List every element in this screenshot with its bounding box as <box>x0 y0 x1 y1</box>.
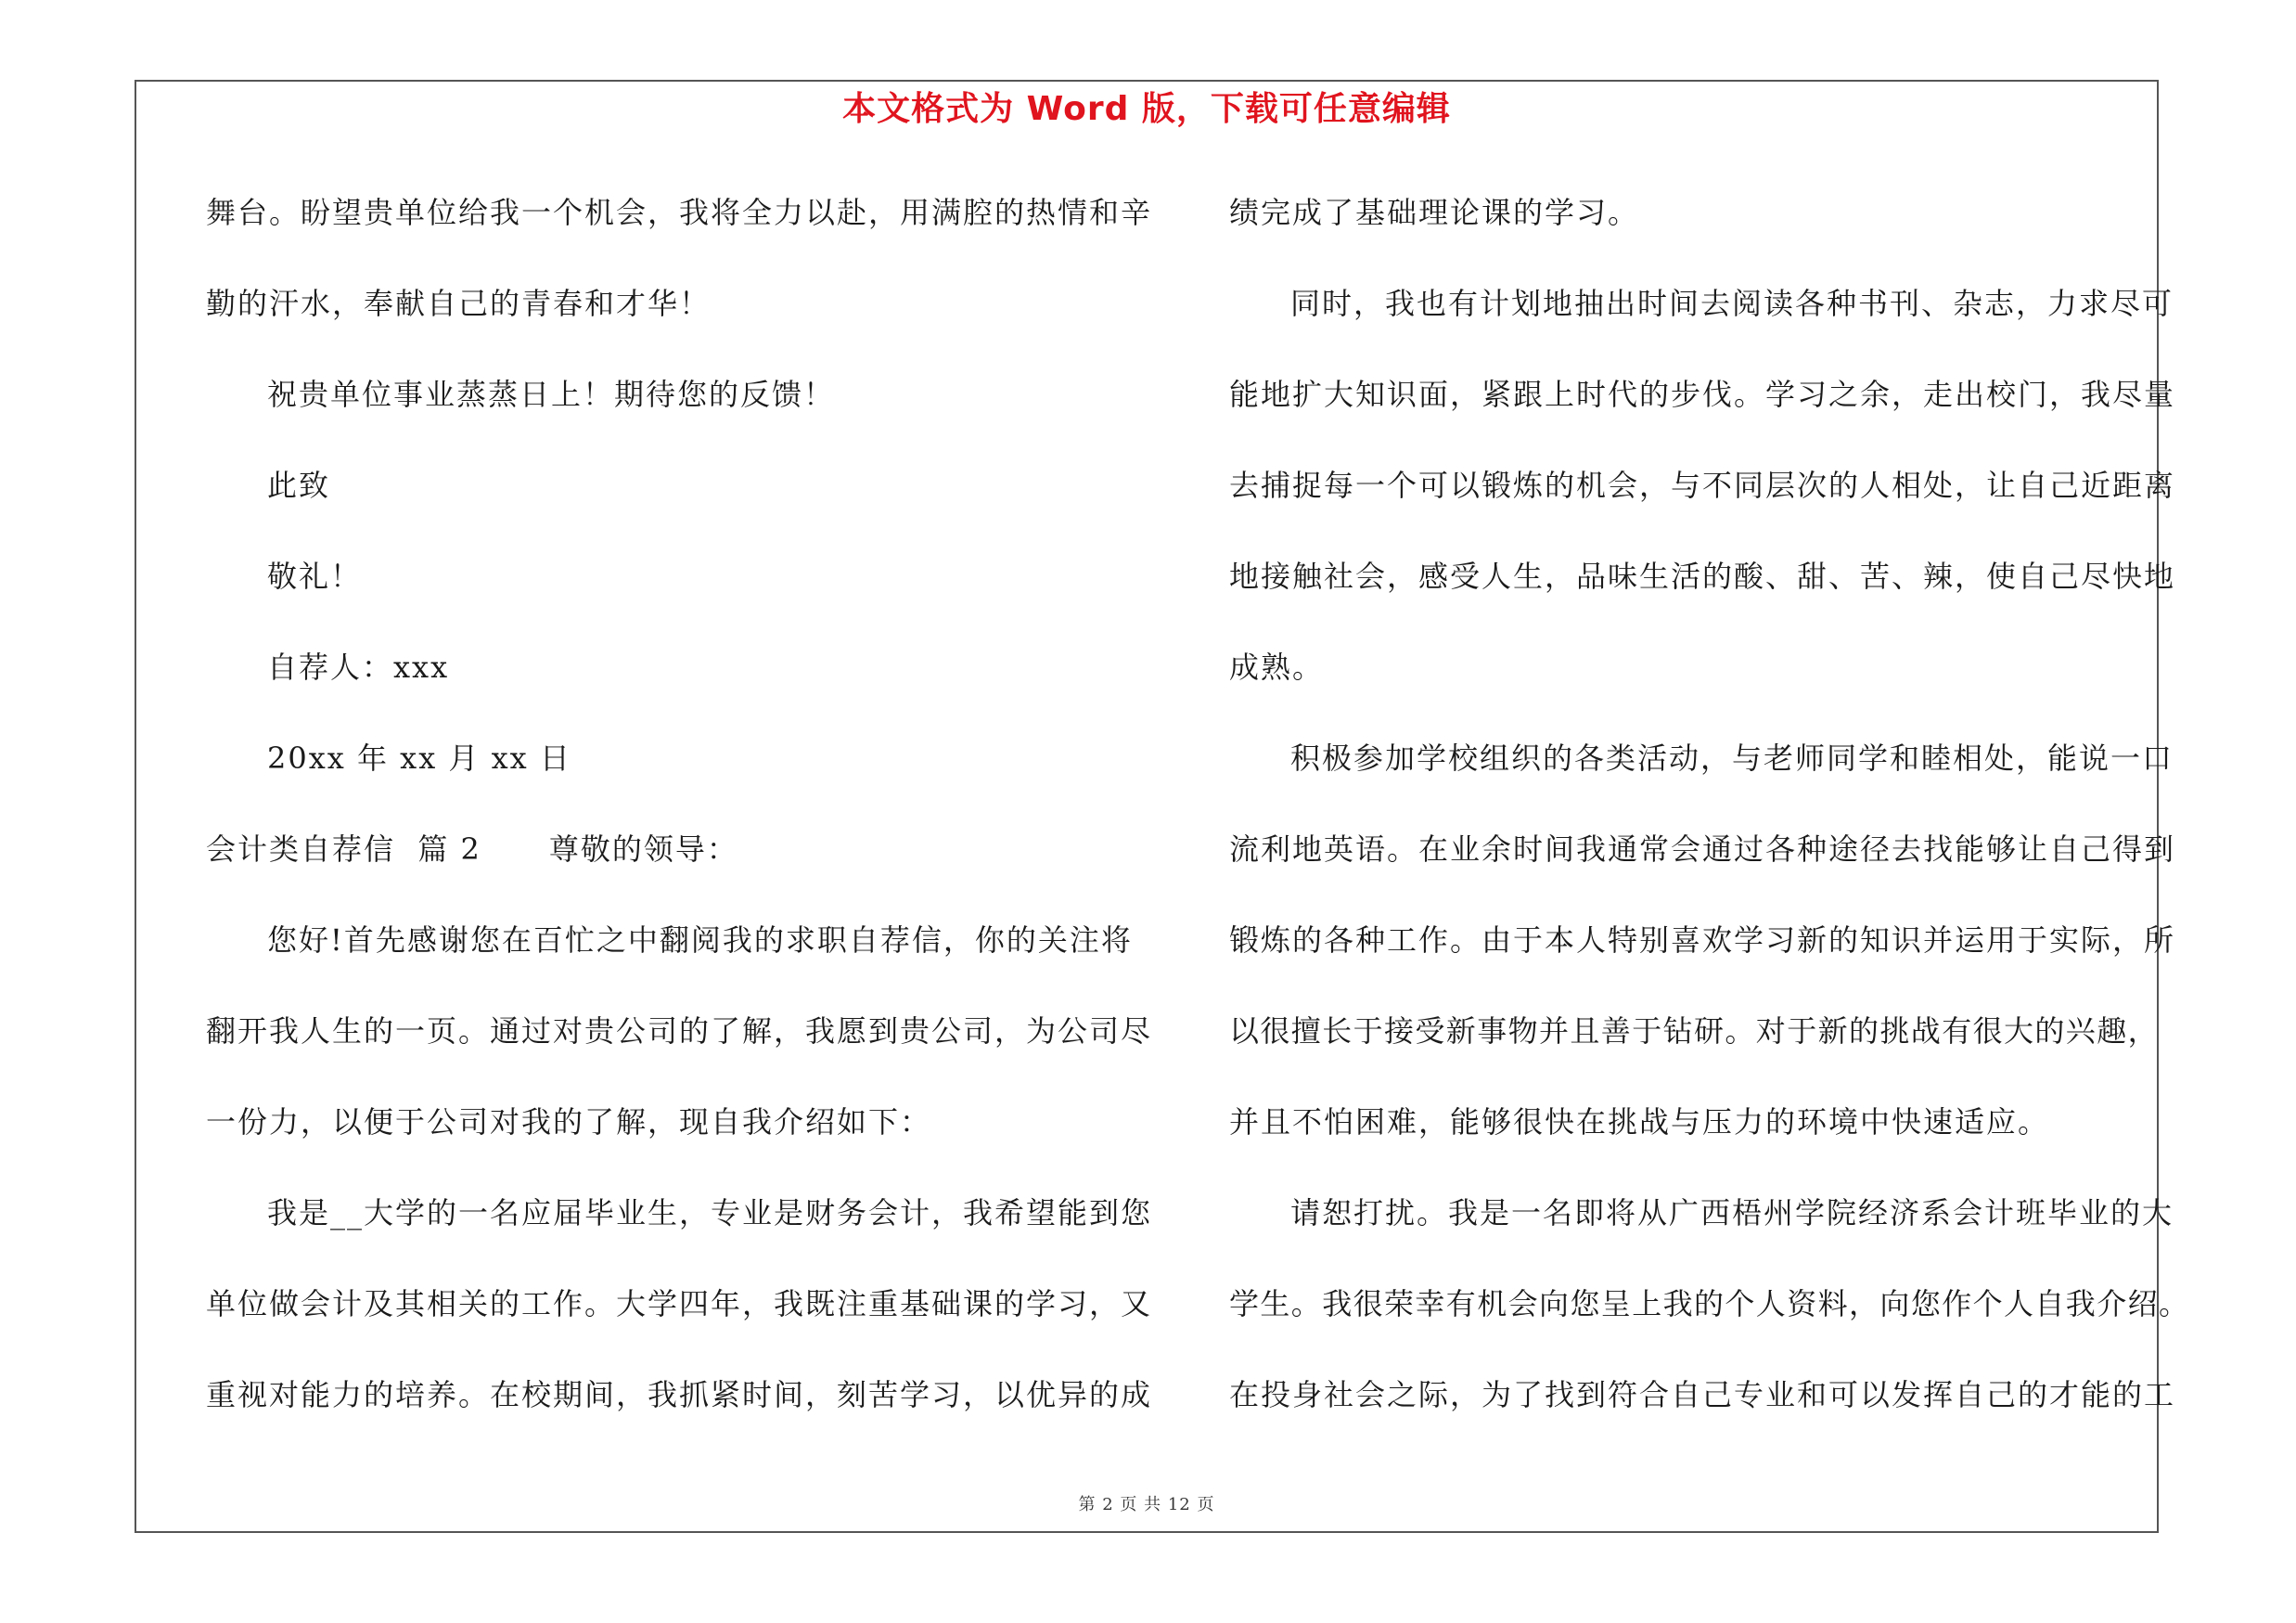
section-heading: 会计类自荐信 篇 2 尊敬的领导： <box>206 831 738 867</box>
text-line: 您好!首先感谢您在百忙之中翻阅我的求职自荐信，你的关注将 <box>267 922 1133 958</box>
text-line: 流利地英语。在业余时间我通常会通过各种途径去找能够让自己得到 <box>1229 831 2176 867</box>
date-line: 20xx 年 xx 月 xx 日 <box>267 741 571 776</box>
text-line: 勤的汗水，奉献自己的青春和才华！ <box>206 286 712 321</box>
text-line: 能地扩大知识面，紧跟上时代的步伐。学习之余，走出校门，我尽量 <box>1229 377 2176 412</box>
signature-line: 自荐人：xxx <box>267 650 450 685</box>
text-line: 学生。我很荣幸有机会向您呈上我的个人资料，向您作个人自我介绍。 <box>1229 1286 2190 1321</box>
text-line: 重视对能力的培养。在校期间，我抓紧时间，刻苦学习，以优异的成 <box>206 1377 1153 1412</box>
text-line: 成熟。 <box>1229 650 1325 685</box>
text-line: 在投身社会之际，为了找到符合自己专业和可以发挥自己的才能的工 <box>1229 1377 2176 1412</box>
text-line: 翻开我人生的一页。通过对贵公司的了解，我愿到贵公司，为公司尽 <box>206 1013 1153 1049</box>
text-line: 单位做会计及其相关的工作。大学四年，我既注重基础课的学习，又 <box>206 1286 1153 1321</box>
text-line: 积极参加学校组织的各类活动，与老师同学和睦相处，能说一口 <box>1290 741 2174 776</box>
text-line: 祝贵单位事业蒸蒸日上！期待您的反馈！ <box>267 377 836 412</box>
text-line: 并且不怕困难，能够很快在挑战与压力的环境中快速适应。 <box>1229 1104 2050 1140</box>
text-line: 锻炼的各种工作。由于本人特别喜欢学习新的知识并运用于实际，所 <box>1229 922 2176 958</box>
text-line: 请恕打扰。我是一名即将从广西梧州学院经济系会计班毕业的大 <box>1290 1195 2174 1230</box>
salutation-respect: 敬礼！ <box>267 559 363 594</box>
text-line: 绩完成了基础理论课的学习。 <box>1229 195 1640 230</box>
text-line: 去捕捉每一个可以锻炼的机会，与不同层次的人相处，让自己近距离 <box>1229 468 2176 503</box>
text-line: 我是__大学的一名应届毕业生，专业是财务会计，我希望能到您 <box>267 1195 1153 1230</box>
page-number: 第 2 页 共 12 页 <box>1078 1495 1215 1514</box>
text-line: 同时，我也有计划地抽出时间去阅读各种书刊、杂志，力求尽可 <box>1290 286 2174 321</box>
text-line: 地接触社会，感受人生，品味生活的酸、甜、苦、辣，使自己尽快地 <box>1229 559 2176 594</box>
right-text-column <box>1229 167 2190 1440</box>
text-line: 舞台。盼望贵单位给我一个机会，我将全力以赴，用满腔的热情和辛 <box>206 195 1153 230</box>
salutation-closing: 此致 <box>267 468 331 503</box>
text-line: 一份力，以便于公司对我的了解，现自我介绍如下： <box>206 1104 932 1140</box>
text-line: 以很擅长于接受新事物并且善于钻研。对于新的挑战有很大的兴趣， <box>1229 1013 2160 1049</box>
word-format-banner: 本文格式为 Word 版，下载可任意编辑 <box>842 90 1451 128</box>
left-text-column <box>206 167 1153 1440</box>
